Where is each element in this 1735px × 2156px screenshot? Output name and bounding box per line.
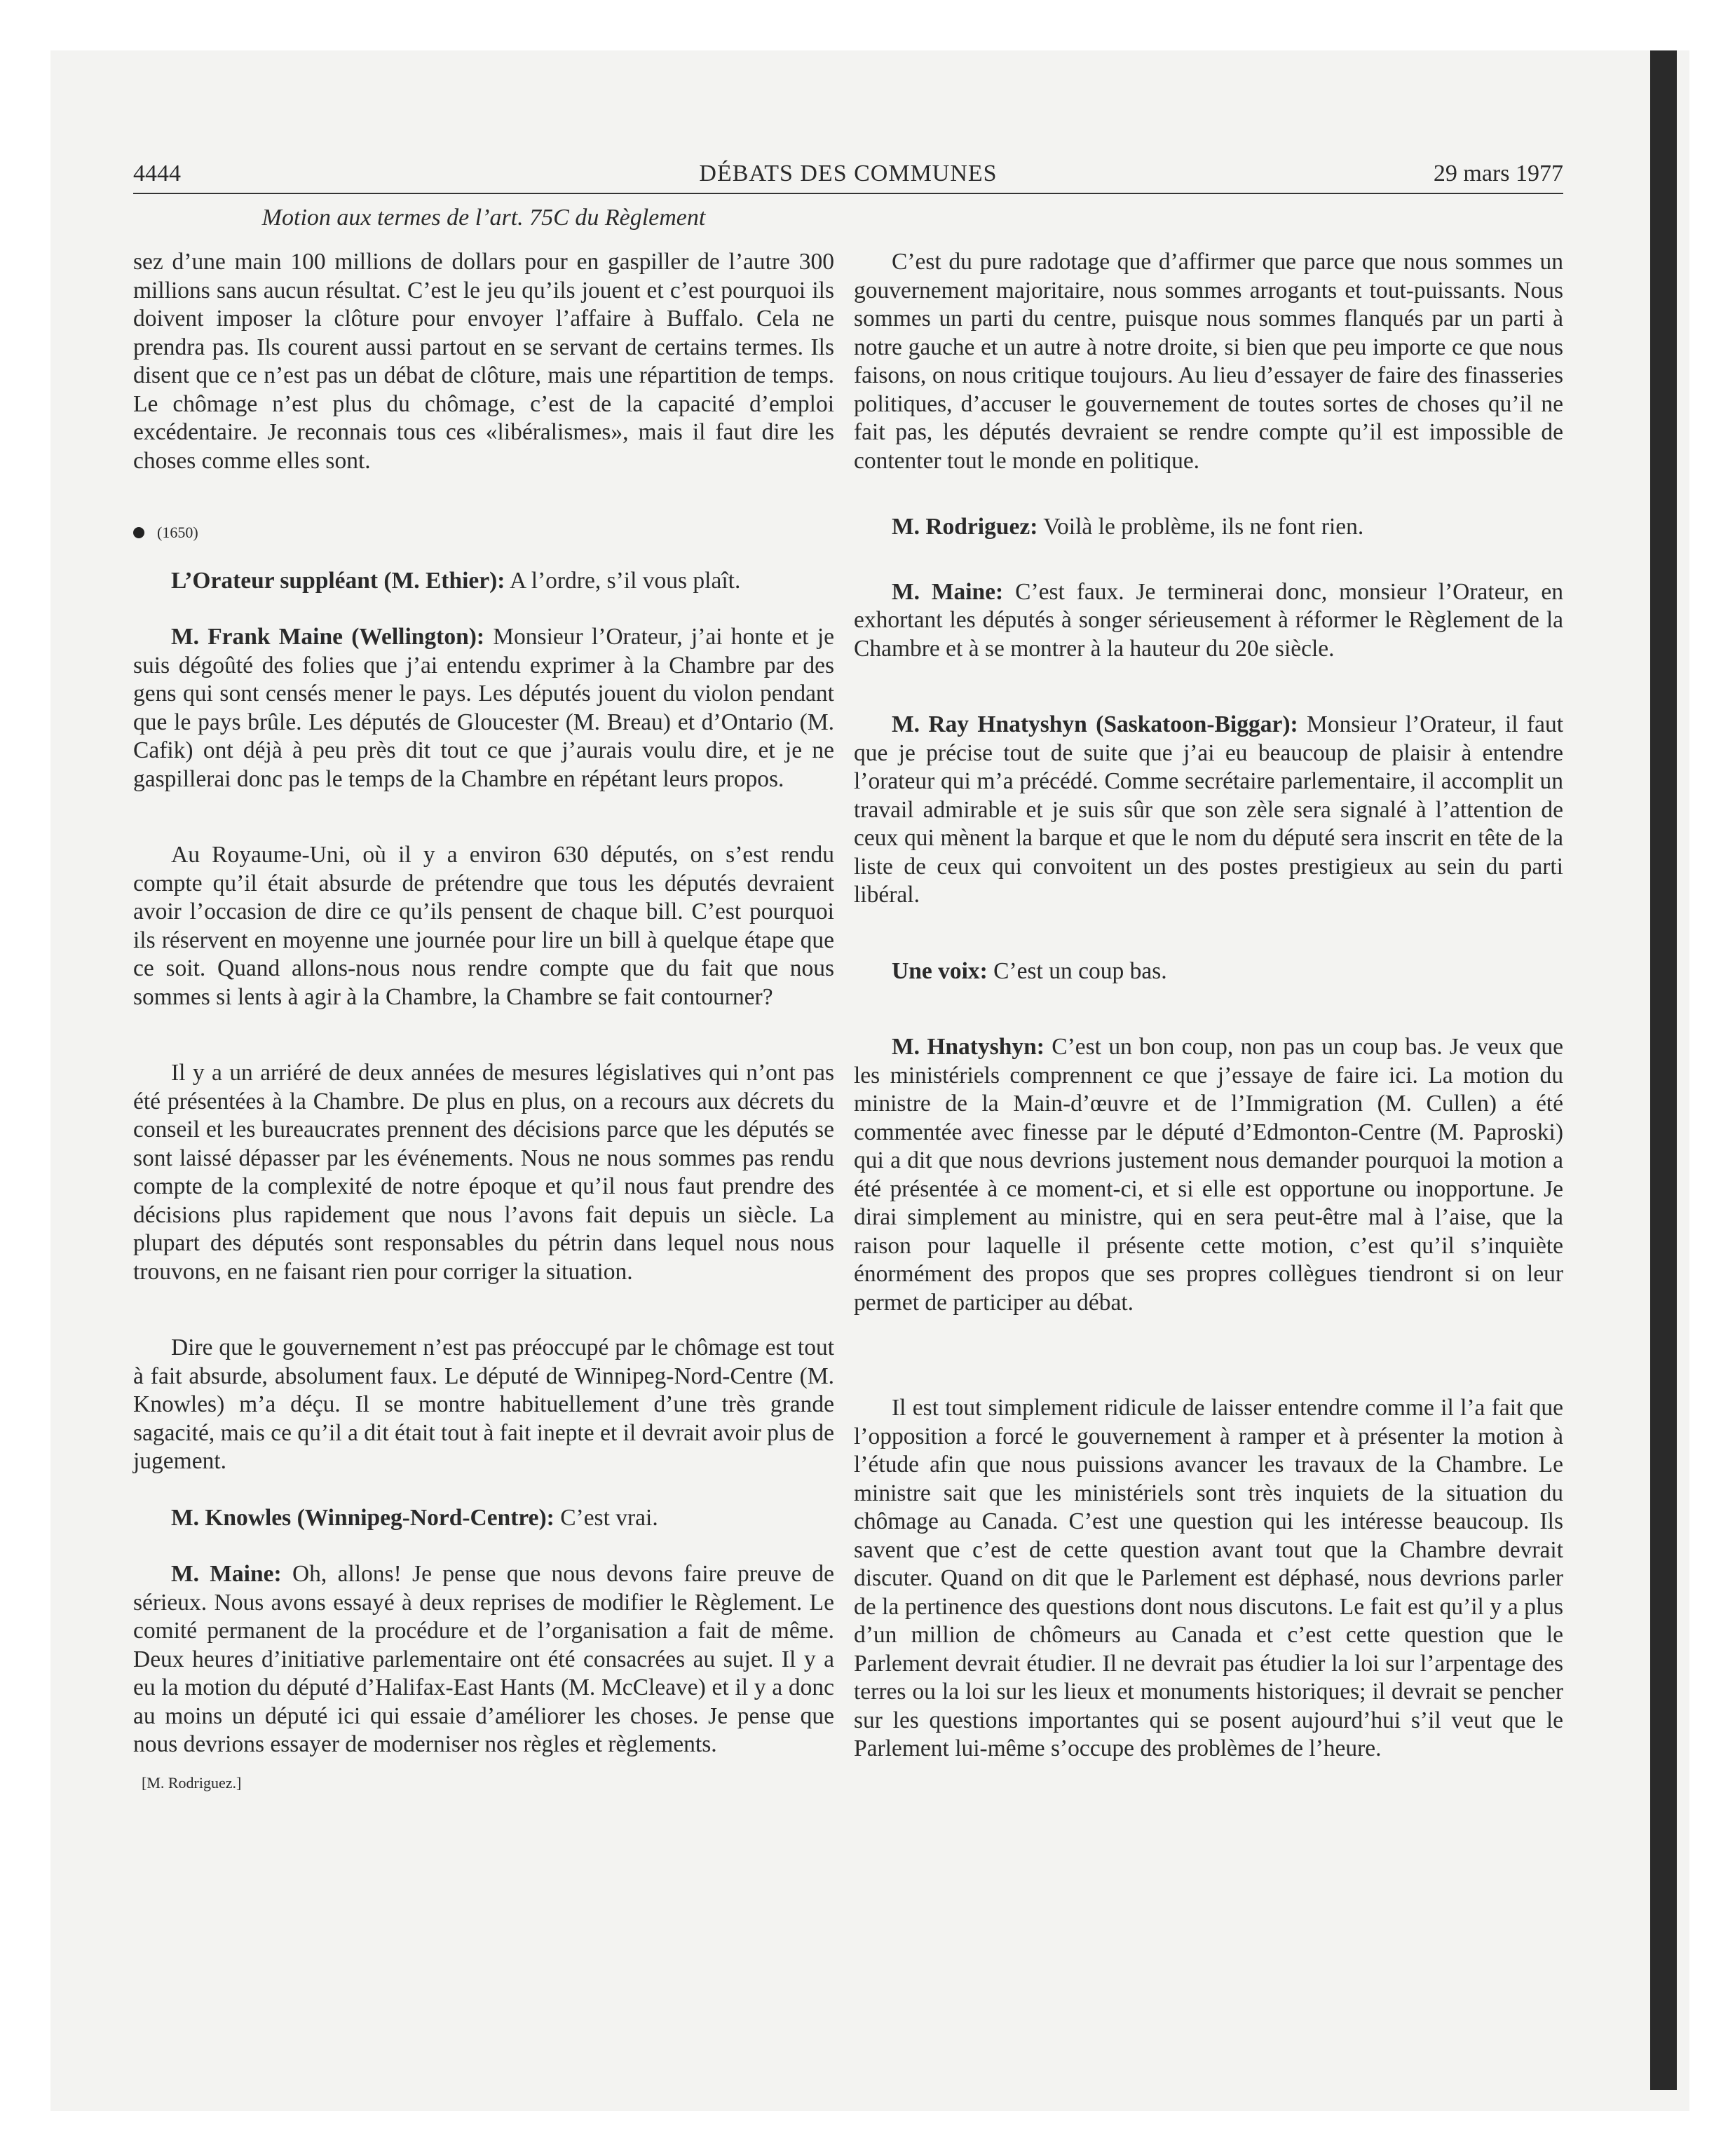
left-column: [133, 248, 834, 1797]
running-subheader: Motion aux termes de l’art. 75C du Règlement: [261, 205, 706, 231]
right-column: [854, 248, 1563, 1763]
speaker-name: L’Orateur suppléant (M. Ethier):: [171, 567, 505, 594]
speaker-name: M. Rodriguez:: [892, 514, 1038, 540]
speech-text: A l’ordre, s’il vous plaît.: [509, 567, 741, 594]
paragraph: Il y a un arriéré de deux années de mesures législatives qui n’ont pas été présentées à la Chambre. De plus en plus, on a recours aux décrets du conseil et les bureaucrates prennent des décisions parce que les députés se sont laissé dépasser par les événements. Nous ne nous sommes pas rendu compte de la complexité de notre époque et qu’il nous faut prendre des décisions plus rapidement que nous l’avons fait depuis un siècle. La plupart des députés sont responsables du pétrin dans lequel nous nous trouvons, en ne faisant rien pour corriger la situation.: [133, 1060, 834, 1285]
speaker-name: M. Knowles (Winnipeg-Nord-Centre):: [171, 1504, 554, 1531]
page-number: 4444: [133, 161, 181, 186]
speaker-name: Une voix:: [892, 957, 988, 984]
speech-text: C’est un coup bas.: [993, 957, 1167, 984]
speech-paragraph: [854, 711, 1563, 910]
speaker-name: M. Maine:: [892, 578, 1004, 605]
paragraph: Dire que le gouvernement n’est pas préoccupé par le chômage est tout à fait absurde, absolument faux. Le député de Winnipeg-Nord-Centre (M. Knowles) m’a déçu. Il se montre habituellement d’une très grande sagacité, mais ce qu’il a dit était tout à fait inepte et il devrait avoir plus de jugement.: [133, 1335, 834, 1474]
timecode-label: (1650): [157, 524, 198, 541]
paragraph: Il est tout simplement ridicule de laisser entendre comme il l’a fait que l’opposition a forcé le gouvernement à ramper et à présenter la motion à l’étude afin que nous puissions avancer les travaux de la Chambre. Le ministre sait que les ministériels sont très inquiets de la situation du chômage au Canada. C’est une question qui les intéresse beaucoup. Ils savent que c’est de cette question avant tout que la Chambre devrait discuter. Quand on dit que le Parlement est déphasé, nous devrions parler de la pertinence des questions dont nous discutons. Le fait est qu’il y a plus d’un million de chômeurs au Canada et c’est cette question que le Parlement devrait étudier. Il ne devrait pas étudier la loi sur l’arpentage des terres ou la loi sur les lieux et monuments historiques; il devrait se pencher sur les questions importantes qui se posent aujourd’hui s’il veut que le Parlement lui-même s’occupe des problèmes de l’heure.: [854, 1395, 1563, 1761]
speech-text: C’est un bon coup, non pas un coup bas. Je veux que les ministériels comprennent ce que j’essaye de faire ici. La motion du ministre de la Main-d’œuvre et de l’Immigration (M. Cullen) a été commentée avec finesse par le député d’Edmonton-Centre (M. Paproski) qui a dit que nous devrions justement nous demander pourquoi la motion a été présentée à ce moment-ci, et si elle est opportune ou inopportune. Je dirai simplement au ministre, qui en sera peut-être mal à l’aise, que la raison pour laquelle il présente cette motion, c’est qu’il s’inquiète énormément des propos que ses propres collègues tiendront si on leur permet de participer au débat.: [854, 1034, 1564, 1316]
page-header: [133, 158, 1563, 194]
speech-text: Monsieur l’Orateur, il faut que je précise tout de suite que j’ai eu beaucoup de plaisir à entendre l’orateur qui m’a précédé. Comme secrétaire parlementaire, il accomplit un travail admirable et je suis sûr que son zèle sera signalé à l’attention de ceux qui mènent la barque et que le nom du député sera inscrit en tête de la liste de ceux qui convoitent un des postes prestigieux au sein du parti libéral.: [854, 711, 1564, 908]
speech-paragraph: [133, 1560, 834, 1759]
speech-paragraph: [854, 578, 1563, 664]
speech-paragraph: [854, 957, 1563, 986]
speech-text: C’est vrai.: [560, 1504, 658, 1531]
paragraph: sez d’une main 100 millions de dollars pour en gaspiller de l’autre 300 millions sans aucun résultat. C’est le jeu qu’ils jouent et c’est pourquoi ils doivent imposer la clôture pour envoyer l’affaire à Buffalo. Cela ne prendra pas. Ils courent aussi partout en se servant de certains termes. Ils disent que ce n’est pas un débat de clôture, mais une répartition de temps. Le chômage n’est plus du chômage, c’est de la capacité d’emploi excédentaire. Je reconnais tous ces «libéralismes», mais il faut dire les choses comme elles sont.: [133, 249, 834, 474]
footnote: [M. Rodriguez.]: [142, 1773, 242, 1792]
speech-paragraph: [133, 623, 834, 793]
timecode: [133, 519, 834, 547]
page-date: 29 mars 1977: [1433, 161, 1563, 186]
speech-text: Voilà le problème, ils ne font rien.: [1043, 514, 1364, 540]
speech-text: Monsieur l’Orateur, j’ai honte et je suis dégoûté des folies que j’ai entendu exprimer à la Chambre par des gens qui sont censés mener le pays. Les députés jouent du violon pendant que le pays brûle. Les députés de Gloucester (M. Breau) et d’Ontario (M. Cafik) ont déjà à peu près dit tout ce que j’aurais voulu dire, et je ne gaspillerai donc pas le temps de la Chambre en répétant leurs propos.: [133, 624, 835, 792]
speech-paragraph: [854, 1033, 1563, 1317]
paragraph: C’est du pure radotage que d’affirmer que parce que nous sommes un gouvernement majoritaire, nous sommes arrogants et tout-puissants. Nous sommes un parti du centre, puisque nous sommes flanqués par un parti à notre gauche et un autre à notre droite, si bien que peu importe ce que nous faisons, on nous critique toujours. Au lieu d’essayer de faire des finasseries politiques, d’accuser le gouvernement de toutes sortes de choses qu’il ne fait pas, les députés devraient se rendre compte qu’il est impossible de contenter tout le monde en politique.: [854, 249, 1563, 474]
speaker-name: M. Frank Maine (Wellington):: [171, 624, 485, 650]
paragraph: Au Royaume-Uni, où il y a environ 630 députés, on s’est rendu compte qu’il était absurde de prétendre que tous les députés devraient avoir l’occasion de dire ce qu’ils pensent de chaque bill. C’est pourquoi ils réservent en moyenne une journée pour lire un bill à quelque étape que ce soit. Quand allons-nous nous rendre compte que du fait que nous sommes si lents à agir à la Chambre, la Chambre se fait contourner?: [133, 842, 834, 1010]
speech-paragraph: [133, 567, 834, 596]
bullet-icon: [133, 527, 144, 538]
speech-text: C’est faux. Je terminerai donc, monsieur l’Orateur, en exhortant les députés à songer sérieusement à réformer le Règlement de la Chambre et à se montrer à la hauteur du 20e siècle.: [854, 578, 1564, 662]
speech-text: Oh, allons! Je pense que nous devons faire preuve de sérieux. Nous avons essayé à deux reprises de modifier le Règlement. Le comité permanent de la procédure et de l’organisation a fait de même. Deux heures d’initiative parlementaire ont été consacrées au sujet. Il y a eu la motion du député d’Halifax-East Hants (M. McCleave) et il y a donc au moins un député ici qui essaie d’améliorer les choses. Je pense que nous devrions essayer de moderniser nos règles et règlements.: [133, 1561, 835, 1757]
speech-paragraph: [133, 1504, 834, 1533]
speaker-name: M. Maine:: [171, 1561, 282, 1587]
speech-paragraph: [854, 513, 1563, 542]
publication-title: DÉBATS DES COMMUNES: [699, 161, 998, 186]
speaker-name: M. Ray Hnatyshyn (Saskatoon-Biggar):: [892, 711, 1298, 737]
speaker-name: M. Hnatyshyn:: [892, 1034, 1045, 1060]
binding-edge: [1650, 50, 1677, 2090]
